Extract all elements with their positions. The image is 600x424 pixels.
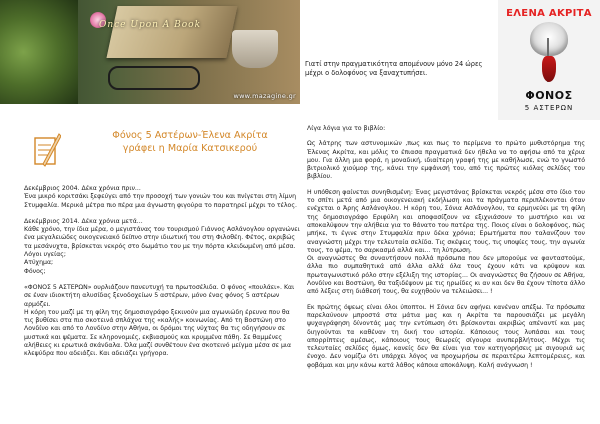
review-paragraph: Λίγα λόγια για το βιβλίο: [307, 125, 386, 132]
synopsis-paragraph: Ένα μικρό κοριτσάκι ξεφεύγει από την προσοχή των γονιών του και πνίγεται στη λίμνη Στυμφαλία. Μερικά μέτρα πιο πέρα μια άγνωστη φιγούρα το παρατηρεί μέχρι το τέλος. [24, 193, 297, 209]
pull-quote: Γιατί στην πραγματικότητα απομένουν μόνο 24 ώρες μέχρι ο δολοφόνος να ξαναχτυπήσει. [305, 60, 483, 77]
cover-subtitle: 5 ΑΣΤΕΡΩΝ [524, 104, 574, 112]
coffee-cup-image [232, 30, 278, 68]
synopsis-paragraph: Κάθε χρόνο, την ίδια μέρα, ο μεγιστάνας του τουρισμού Γιάννος Ασλάνογλου οργανώνει ένα μεγαλειώδες οικογενειακό δείπνο στην ιδιωτική του στη Φιλοθέη. Φέτος, ακριβώς τα μεσάνυχτα, βρίσκεται νεκρός στο δωμάτιο του με την πόρτα κλειδωμένη από μέσα. [24, 226, 300, 250]
synopsis-paragraph: Λόγοι υγείας; [24, 251, 67, 259]
review-paragraph: Ως λάτρης των αστυνομικών ,πως και πως το περίμενα το πρώτο μυθιστόρημα της Έλενας Ακρίτα, και μόλις το έπιασα πραγματικά δεν ήθελα να το αφήσω από τα χέρια μου. Για άλλη μια φορά, η μοναδική, ιδιαίτερη γραφή της με καθήλωσε, ενώ το γνωστό βιτριολικό χιούμορ της, κάνει την εμφάνισή του, από τις πρώτες κιόλας σελίδες του βιβλίου. [307, 140, 585, 181]
synopsis-paragraph: Η κόρη του μαζί με τη φίλη της δημοσιογράφο ξεκινούν μια αγωνιώδη έρευνα που θα τις βυθίσει στα πιο σκοτεινά σπλάχνα της «καλής» κοινωνίας. Από τη Βοστώνη στο Λονδίνο και από το Λονδίνο στην Αθήνα, οι δρόμοι της νύχτας θα τις οδηγήσουν σε μυστικά και ψέματα. Σε κληρονομιές, εκβιασμούς και κρυμμένα πάθη. Σε θαμμένες αλήθειες κι ερωτικά σκάνδαλα. Όλα μαζί συνθέτουν ένα σκοτεινό μείγμα μέσα σε μια κλεψύδρα που αδειάζει. Και αδειάζει γρήγορα. [24, 308, 292, 358]
magazine-banner [0, 0, 300, 104]
review-paragraph: Εκ πρώτης όψεως είναι όλοι ύποπτοι. Η Σόνια δεν αφήνει κανέναν απέξω. Τα πρόσωπα παρελαύνουν μπροστά στα μάτια μας και η Ακρίτα τα παρουσιάζει με μεγάλη ψυχαγράφηση δίνοντάς μας την εντύπωση ότι βρίσκονται ακριβώς απέναντί και μας διηγούνται τα καθέναν τη δική του ιστορία. Κάποιους τους λυπάσαι και τους απορρίπτεις αμέσως, κάποιους τους θεωρείς σίγουρα ανυπερβλήτους. Μέχρι τις τελευταίες σελίδες όμως, κανείς δεν θα είναι για τον κατηγορήσεις με σιγουριά ως ένοχο. Δεν νομίζω ότι υπάρχει λόγος να προχωρήσω σε περαιτέρω λεπτομέρειες, και φοβάμαι και μην κάνω κατά λάθος κάποια αποκάλυψη. Καλή ανάγνωση ! [307, 303, 585, 369]
open-book-image [106, 6, 237, 58]
article-byline: γράφει η Μαρία Κατσικερού [122, 143, 258, 154]
glasses-image [108, 66, 200, 90]
article-title: Φόνος 5 Αστέρων-Έλενα Ακρίτα [112, 130, 268, 141]
review-column [307, 125, 585, 370]
article-heading [82, 129, 298, 155]
book-cover [498, 0, 600, 120]
synopsis-paragraph: Ατύχημα; [24, 259, 54, 267]
synopsis-paragraph: Δεκέμβριος 2004. Δέκα χρόνια πριν... [24, 185, 141, 192]
banner-site-url: www.mazagine.gr [233, 92, 296, 100]
cover-title: ΦΟΝΟΣ [525, 89, 573, 102]
synopsis-column [24, 185, 300, 359]
review-paragraph: Η υπόθεση φαίνεται συνηθισμένη: Ένας μεγιστάνας βρίσκεται νεκρός μέσα στο ίδιο του το σπίτι μετά από μια οικογενειακή εκδήλωση και τα πράγματα περιπλέκονται όταν ενέχεται ο Άρης Ασλάνογλου. Η κόρη του, Σόνια Ασλάνογλου, τα ερμηνεύει με τη φίλη της δημοσιογράφο Εριφύλη και αποφασίζουν να εξιχνιάσουν το μυστήριο και να αποκαλύψουν την αλήθεια για το θάνατο του πατέρα της. Ποιος είναι ο δολοφόνος, πώς μπήκε, τι έγινε στην Στυμφαλία πριν δέκα χρόνια; Ερωτήματα που ταλανίζουν τον αναγνώστη μέχρι την τελευταία σελίδα. Τις σκέψεις τους, τις υποψίες τους, την αγωνία τους, το ψέμα, το σαρκασμό αλλά και... τη λύτρωση. [307, 188, 585, 254]
cover-author: ΕΛΕΝΑ ΑΚΡΙΤΑ [506, 8, 592, 19]
synopsis-paragraph: Δεκέμβριος 2014. Δέκα χρόνια μετά... [24, 217, 143, 225]
review-paragraph: Οι αναγνώστες θα συναντήσουν πολλά πρόσωπα που δεν μπορούμε να φανταστούμε, άλλα πιο συμπαθητικά από άλλα αλλά όλα τους έχουν κάτι να κρύψουν και πρωταγωνιστικό ρόλο στην εξέλιξη της ιστορίας... Οι αναγνώστες θα ζήσουν σε Αθήνα, Λονδίνο και Βοστώνη, θα ταξιδέψουν με τις ηρωίδες κι αν και δεν θα έχουν τίποτα άλλο από λέξεις στη διάθεσή τους, θα ευχηθούν να τελειώσει... ! [307, 255, 585, 296]
leaf-decoration [0, 0, 78, 104]
pen-paper-icon [33, 130, 61, 170]
synopsis-paragraph: «ΦΟΝΟΣ 5 ΑΣΤΕΡΩΝ» ουρλιάζουν πανευτυχή τα πρωτοσέλιδα. Ο φόνος «πουλάει». Και σε έναν ιδιοκτήτη αλυσίδας ξενοδοχείων 5 αστέρων, μόνο ένας φόνος 5 αστέρων αρμόζει. [24, 283, 295, 308]
banner-title: Once Upon A Book [98, 20, 202, 30]
blood-drip [542, 56, 556, 82]
synopsis-paragraph: Φόνος; [24, 267, 46, 275]
rose-image [530, 22, 568, 56]
